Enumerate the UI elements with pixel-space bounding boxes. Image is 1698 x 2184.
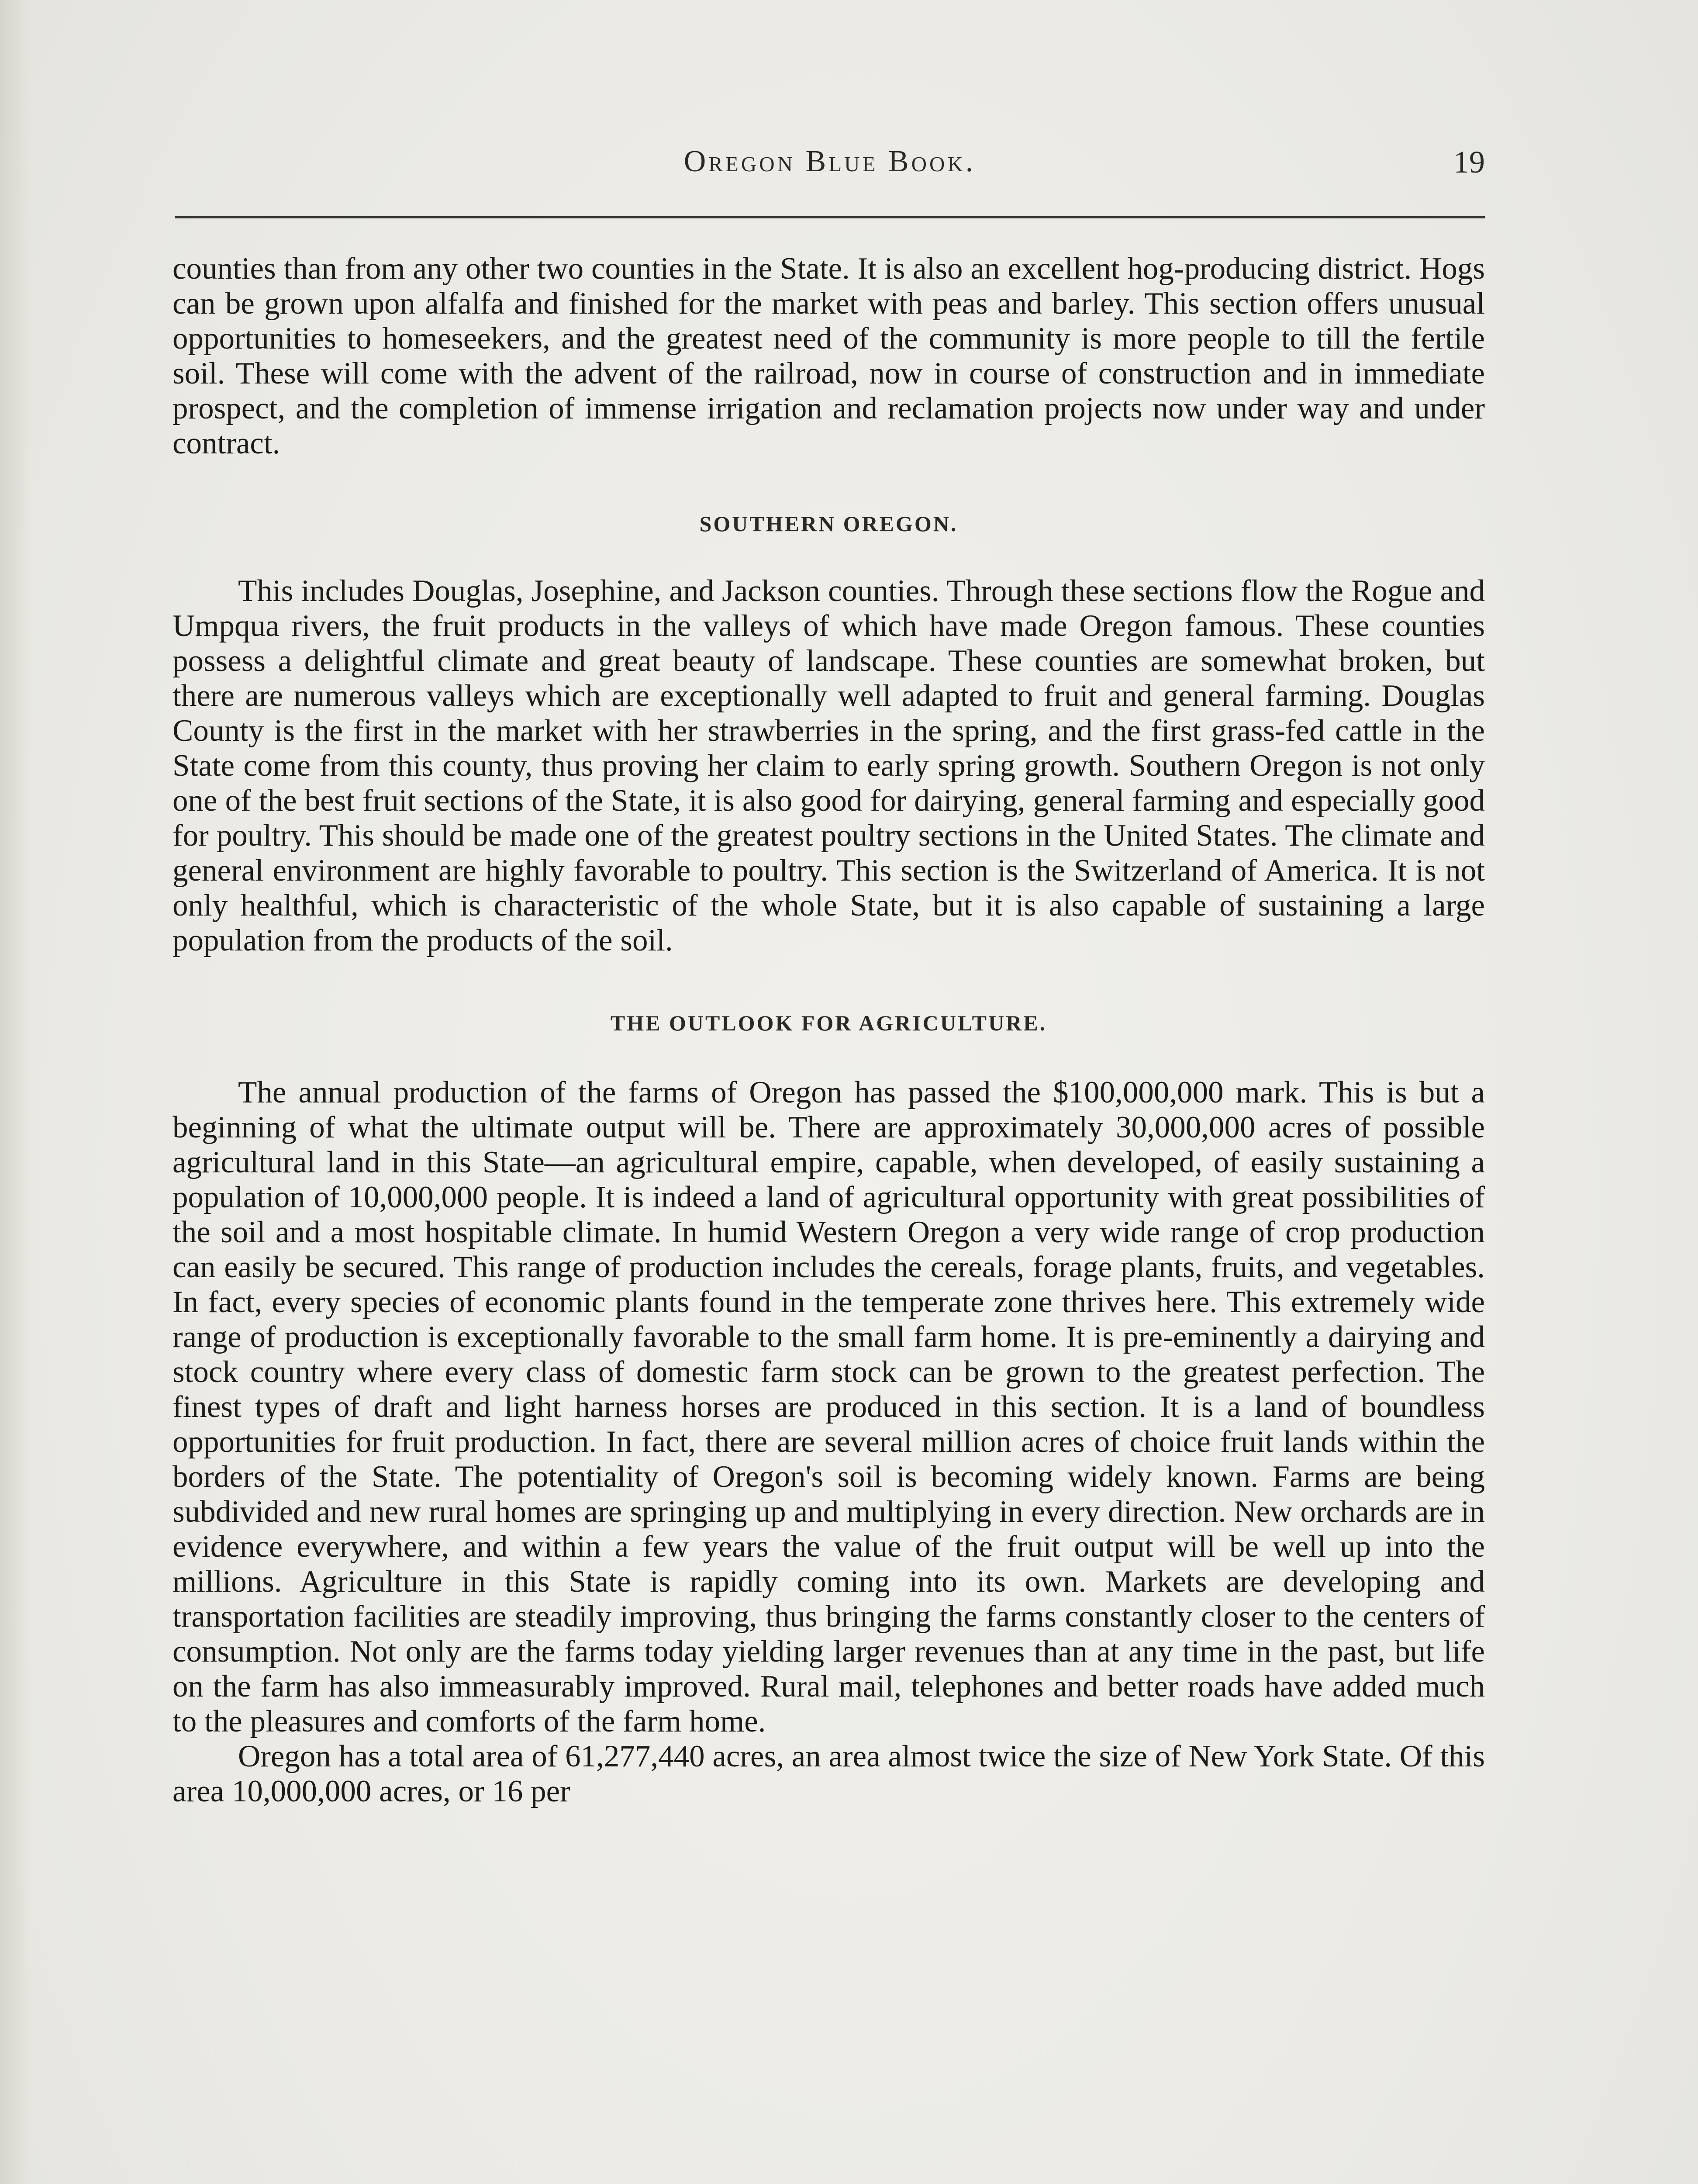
section-heading-outlook-agriculture: THE OUTLOOK FOR AGRICULTURE.	[610, 1011, 1047, 1035]
spine-shadow	[0, 0, 31, 2184]
paragraph-continued: counties than from any other two counties in the State. It is also an excellent hog-producing district. Hogs can be grown upon alfalfa and finished for the market with peas and barley. This section offers unusual opportunities to homeseekers, and the greatest need of the community is more people to till the fertile soil. These will come with the advent of the railroad, now in course of construction and in immediate prospect, and the completion of immense irrigation and reclamation projects now under way and under contract.	[173, 252, 1485, 460]
paragraph-outlook: The annual production of the farms of Oregon has passed the $100,000,000 mark. This is but a beginning of what the ultimate output will be. There are approximately 30,000,000 acres of possible agricultural land in this State—an agricultural empire, capable, when developed, of easily sustaining a population of 10,000,000 people. It is indeed a land of agricultural opportunity with great possibilities of the soil and a most hospitable climate. In humid Western Oregon a very wide range of crop production can easily be secured. This range of production includes the cereals, forage plants, fruits, and vegetables. In fact, every species of economic plants found in the temperate zone thrives here. This extremely wide range of production is exceptionally favorable to the small farm home. It is pre-eminently a dairying and stock country where every class of domestic farm stock can be grown to the greatest perfection. The finest types of draft and light harness horses are produced in this section. It is a land of boundless opportunities for fruit production. In fact, there are several million acres of choice fruit lands within the borders of the State. The potentiality of Oregon's soil is becoming widely known. Farms are being subdivided and new rural homes are springing up and multiplying in every direction. New orchards are in evidence everywhere, and within a few years the value of the fruit output will be well up into the millions. Agriculture in this State is rapidly coming into its own. Markets are developing and transportation facilities are steadily improving, thus bringing the farms constantly closer to the centers of consumption. Not only are the farms today yielding larger revenues than at any time in the past, but life on the farm has also immeasurably improved. Rural mail, telephones and better roads have added much to the pleasures and comforts of the farm home.	[173, 1075, 1485, 1738]
paragraph-southern-oregon: This includes Douglas, Josephine, and Jackson counties. Through these sections flow the Rogue and Umpqua rivers, the fruit products in the valleys of which have made Oregon famous. These counties possess a delightful climate and great beauty of landscape. These counties are somewhat broken, but there are numerous valleys which are exceptionally well adapted to fruit and general farming. Douglas County is the first in the market with her strawberries in the spring, and the first grass-fed cattle in the State come from this county, thus proving her claim to early spring growth. Southern Oregon is not only one of the best fruit sections of the State, it is also good for dairying, general farming and especially good for poultry. This should be made one of the greatest poultry sections in the United States. The climate and general environment are highly favorable to poultry. This section is the Switzerland of America. It is not only healthful, which is characteristic of the whole State, but it is also capable of sustaining a large population from the products of the soil.	[173, 574, 1485, 957]
page-number: 19	[1453, 145, 1485, 180]
page-header	[175, 144, 1485, 197]
running-title: Oregon Blue Book.	[683, 145, 976, 178]
paragraph-total-area: Oregon has a total area of 61,277,440 acres, an area almost twice the size of New York State. Of this area 10,000,000 acres, or 16 per	[173, 1739, 1485, 1808]
section-heading-southern-oregon: SOUTHERN OREGON.	[699, 511, 958, 536]
header-rule	[175, 216, 1485, 218]
body-text	[173, 251, 1485, 1809]
